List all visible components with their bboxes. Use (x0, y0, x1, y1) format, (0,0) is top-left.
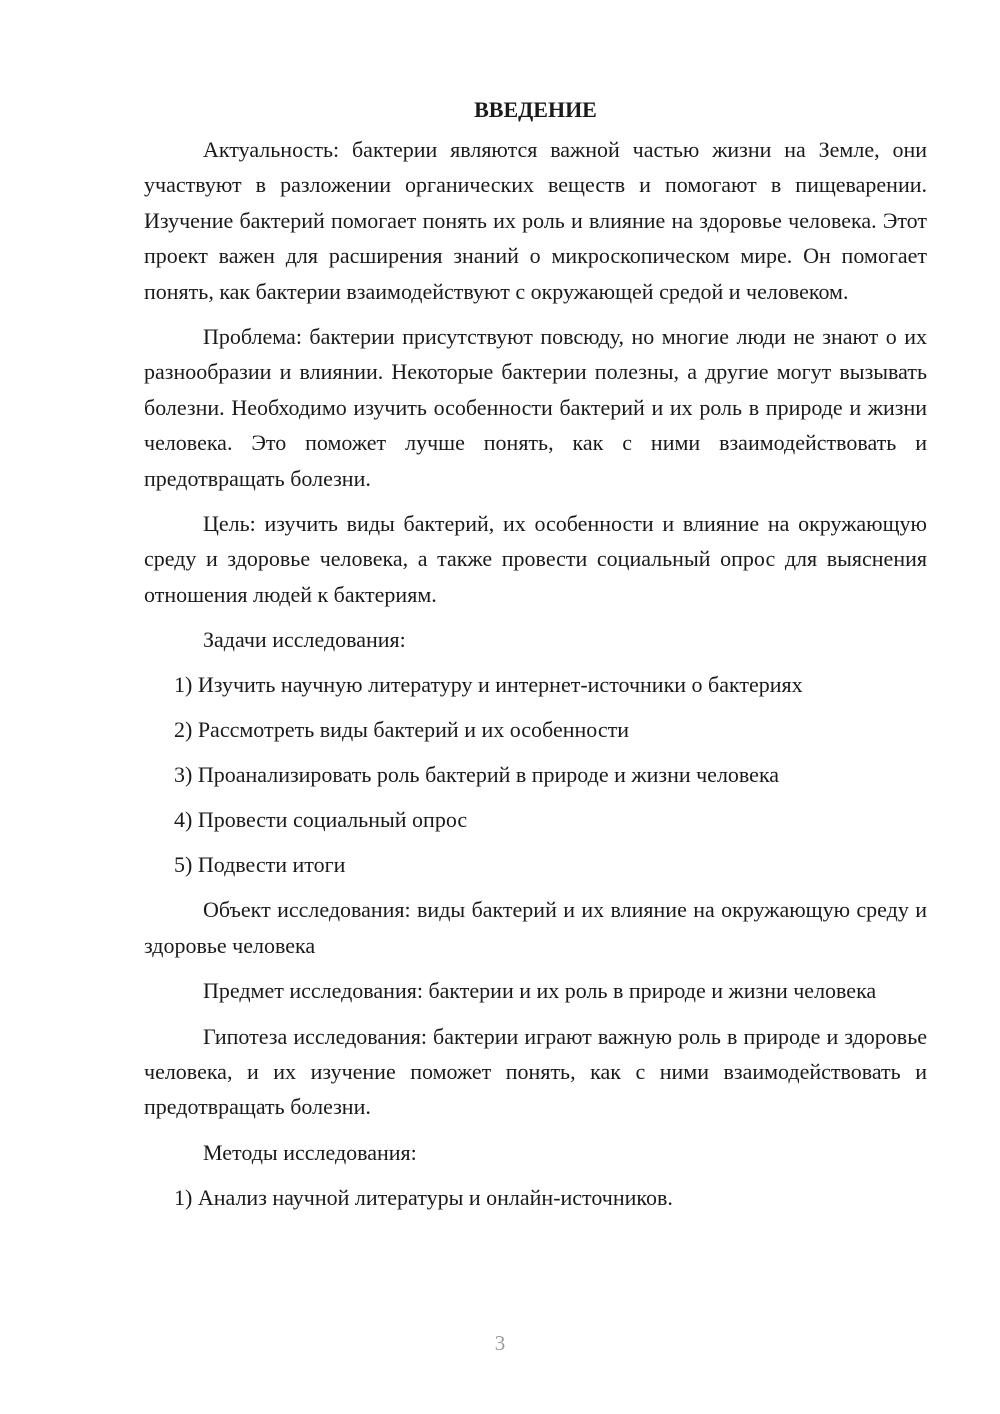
methods-heading: Методы исследования: (203, 1139, 417, 1165)
hypothesis-paragraph: Гипотеза исследования: бактерии играют важную роль в природе и здоровье человека, и их изучение поможет понять, как с ними взаимодействовать и предотвращать болезни. (144, 1023, 927, 1120)
page-number: 3 (494, 1331, 506, 1355)
document-page (144, 92, 927, 1225)
relevance-paragraph: Актуальность: бактерии являются важной частью жизни на Земле, они участвуют в разложении органических веществ и помогают в пищеварении. Изучение бактерий помогает понять их роль и влияние на здоровье человека. Этот проект важен для расширения знаний о микроскопическом мире. Он помогает понять, как бактерии взаимодействуют с окружающей средой и человеком. (144, 137, 927, 304)
section-title: ВВЕДЕНИЕ (474, 97, 597, 122)
tasks-list (144, 667, 927, 882)
list-item: 2) Рассмотреть виды бактерий и их особенности (174, 717, 629, 743)
list-item: 1) Изучить научную литературу и интернет-источники о бактериях (174, 672, 803, 698)
list-item: 5) Подвести итоги (174, 852, 346, 878)
problem-paragraph: Проблема: бактерии присутствуют повсюду, но многие люди не знают о их разнообразии и влиянии. Некоторые бактерии полезны, а другие могут вызывать болезни. Необходимо изучить особенности бактерий и их роль в природе и жизни человека. Это поможет лучше понять, как с ними взаимодействовать и предотвращать болезни. (144, 324, 927, 491)
list-item: 1) Анализ научной литературы и онлайн-источников. (174, 1184, 673, 1210)
object-paragraph: Объект исследования: виды бактерий и их влияние на окружающую среду и здоровье человека (144, 897, 927, 958)
tasks-heading: Задачи исследования: (203, 627, 406, 653)
methods-list (144, 1180, 927, 1215)
list-item: 3) Проанализировать роль бактерий в природе и жизни человека (174, 762, 780, 788)
list-item: 4) Провести социальный опрос (174, 807, 468, 833)
subject-paragraph: Предмет исследования: бактерии и их роль в природе и жизни человека (203, 978, 877, 1004)
goal-paragraph: Цель: изучить виды бактерий, их особенности и влияние на окружающую среду и здоровье человека, а также провести социальный опрос для выяснения отношения людей к бактериям. (144, 511, 927, 607)
